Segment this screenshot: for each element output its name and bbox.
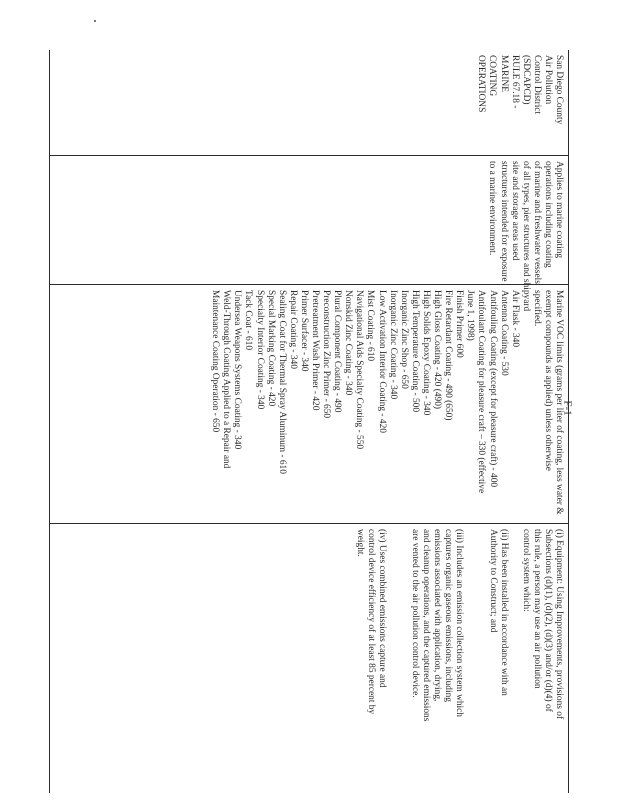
voc-limit-item: Antifoulant Coating for pleasure craft – 330 (effective bbox=[476, 290, 487, 494]
voc-limit-item: Mist Coating - 610 bbox=[365, 290, 376, 362]
exemptions-cell bbox=[50, 524, 569, 794]
applicability-line: operations including coating bbox=[542, 161, 553, 268]
applicability-line: of all types, pier structures and shipyard bbox=[520, 161, 531, 312]
voc-intro-line: Marine VOC limits (grams per liter of coating, less water & bbox=[554, 290, 564, 515]
exemption-line: and cleanup operations, and the captured emissions bbox=[421, 529, 432, 722]
voc-limits-cell bbox=[50, 285, 569, 524]
voc-limit-item: Fire Retardant Coating - 490 (650) bbox=[443, 290, 454, 421]
district-line: MARINE bbox=[498, 55, 509, 92]
exemption-line: are vented to the air pollution control device. bbox=[410, 529, 421, 698]
voc-limit-item: Maintenance Coating Operation - 650 bbox=[210, 290, 221, 433]
voc-limit-item: Primer Surfacer - 340 bbox=[298, 290, 309, 372]
voc-limit-item: Finish Primer 600 bbox=[454, 290, 465, 358]
voc-limit-item: Sealing Coat for Thermal Spray Aluminum - 610 bbox=[276, 290, 287, 474]
rotated-page bbox=[49, 50, 569, 750]
voc-limit-item: June 1, 1998) bbox=[465, 290, 476, 341]
district-line: Control District bbox=[531, 55, 542, 115]
regulation-table bbox=[49, 50, 569, 793]
voc-limit-item: Air Flask - 340 bbox=[509, 290, 520, 348]
exemption-paragraph bbox=[409, 529, 464, 788]
voc-limit-item: Tack Coat - 610 bbox=[243, 290, 254, 351]
exemption-line: weight. bbox=[354, 529, 365, 557]
voc-limit-item: Undersea Weapons Systems Coating - 340 bbox=[232, 290, 243, 450]
applicability-line: to a marine environment. bbox=[487, 161, 498, 256]
voc-limit-item: Preconstruction Zinc Primer - 650 bbox=[321, 290, 332, 419]
exemption-line: (iii) Includes an emission collection system which bbox=[454, 529, 465, 717]
district-line: San Diego County bbox=[554, 55, 564, 125]
district-line: OPERATIONS bbox=[476, 55, 487, 113]
exemption-line: Authority to Construct; and bbox=[487, 529, 498, 633]
exemption-line: Subsections (d)(1), (d)(2), (d)(3) and/or (d)(4) of bbox=[542, 529, 553, 712]
exemption-paragraph bbox=[354, 529, 387, 788]
voc-limit-item: Special Marking Coating - 420 bbox=[265, 290, 276, 407]
voc-limit-list bbox=[209, 290, 520, 518]
district-line: RULE 67.18 - bbox=[509, 55, 520, 109]
voc-intro bbox=[531, 290, 564, 518]
voc-limit-item: Repair Coating - 340 bbox=[287, 290, 298, 369]
district-line: Air Pollution bbox=[542, 55, 553, 105]
district-rule-cell bbox=[50, 50, 569, 156]
voc-intro-line: specified. bbox=[531, 290, 542, 327]
voc-limit-item: Antenna Coating - 530 bbox=[498, 290, 509, 376]
exemption-line: (i) Equipment: Using Improvements, provisions of bbox=[554, 529, 564, 720]
exemption-line: (iv) Uses combined emissions capture and bbox=[376, 529, 387, 688]
district-line: COATING bbox=[487, 55, 498, 97]
exemption-paragraph bbox=[486, 529, 508, 788]
applicability-line: site and storage areas used bbox=[509, 161, 520, 261]
voc-limit-item: Nonskid Zinc Coating - 340 bbox=[343, 290, 354, 396]
exemption-line: this rule, a person may use an air pollution bbox=[531, 529, 542, 689]
exemption-line: control system which: bbox=[520, 529, 531, 612]
voc-limit-item: Antifouling Coating (except for pleasure craft) - 400 bbox=[487, 290, 498, 488]
district-line: (SDCAPCD) bbox=[520, 55, 531, 105]
applicability-line: of marine and freshwater vessels bbox=[531, 161, 542, 284]
voc-limit-item: Inorganic Zinc Shop - 650 bbox=[398, 290, 409, 389]
exemption-paragraph bbox=[520, 529, 564, 788]
page-number: F-1 bbox=[561, 400, 574, 416]
exemption-line: captures organic gaseous emissions, including bbox=[443, 529, 454, 702]
voc-limit-item: Specialty Interior Coating - 340 bbox=[254, 290, 265, 410]
exemption-line: control device efficiency of at least 85 percent by bbox=[365, 529, 376, 715]
voc-limit-item: High Temperature Coating - 500 bbox=[409, 290, 420, 413]
applicability-line: structures intended for exposure bbox=[498, 161, 509, 282]
voc-limit-item: Weld-Through Coating Applied to a Repair and bbox=[221, 290, 232, 469]
exemption-line: (ii) Has been installed in accordance with an bbox=[498, 529, 509, 696]
voc-limit-item: High Gloss Coating - 420 (490) bbox=[432, 290, 443, 410]
voc-limit-item: High Solids Epoxy Coating - 340 bbox=[420, 290, 431, 416]
voc-limit-item: Inorganic Zinc Coating - 340 bbox=[387, 290, 398, 400]
voc-limit-item: Pretreatment Wash Primer - 420 bbox=[310, 290, 321, 411]
voc-limit-item: Low Activation Interior Coating - 420 bbox=[376, 290, 387, 433]
exemption-line: emissions associated with application, drying, bbox=[432, 529, 443, 702]
applicability-line: Applies to marine coating bbox=[554, 161, 564, 259]
voc-limit-item: Navigational Aids Specialty Coating - 550 bbox=[354, 290, 365, 450]
voc-intro-line: exempt compounds as applied) unless otherwise bbox=[542, 290, 553, 471]
voc-limit-item: Plural Component Coating - 490 bbox=[332, 290, 343, 413]
table-row bbox=[50, 50, 569, 793]
scan-speck bbox=[94, 20, 96, 22]
